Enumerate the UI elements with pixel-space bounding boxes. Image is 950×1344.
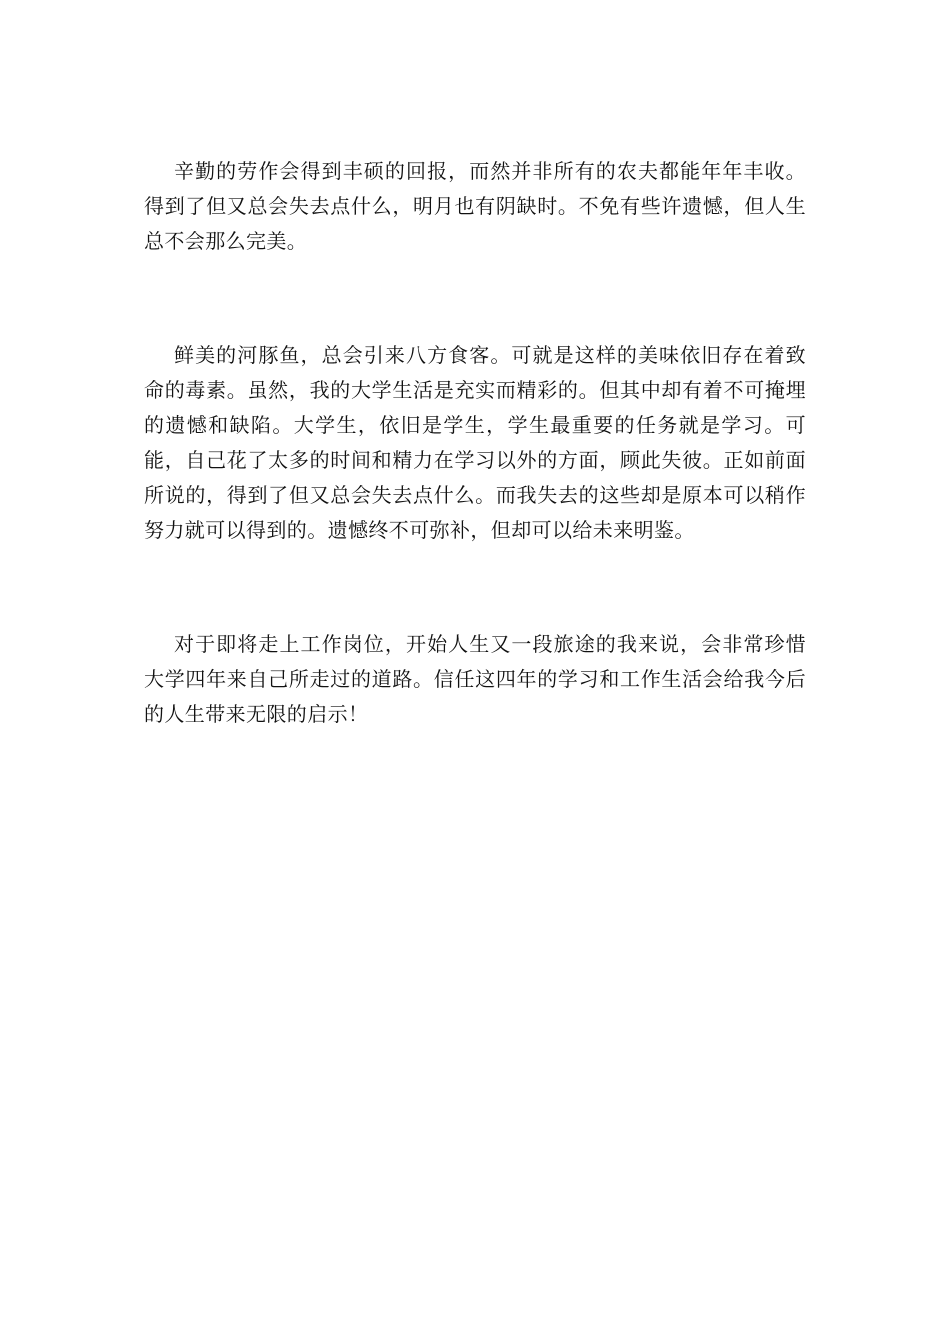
paragraph-1: 辛勤的劳作会得到丰硕的回报，而然并非所有的农夫都能年年丰收。得到了但又总会失去点什么，明月也有阴缺时。不免有些许遗憾，但人生总不会那么完美。 <box>144 159 806 253</box>
paragraph-3: 对于即将走上工作岗位，开始人生又一段旅途的我来说，会非常珍惜大学四年来自己所走过的道路。信任这四年的学习和工作生活会给我今后的人生带来无限的启示！ <box>144 632 806 726</box>
paragraph-2: 鲜美的河豚鱼，总会引来八方食客。可就是这样的美味依旧存在着致命的毒素。虽然，我的大学生活是充实而精彩的。但其中却有着不可掩埋的遗憾和缺陷。大学生，依旧是学生，学生最重要的任务就是学习。可能，自己花了太多的时间和精力在学习以外的方面，顾此失彼。正如前面所说的，得到了但又总会失去点什么。而我失去的这些却是原本可以稍作努力就可以得到的。遗憾终不可弥补，但却可以给未来明鉴。 <box>144 343 806 542</box>
document-body <box>144 154 806 732</box>
